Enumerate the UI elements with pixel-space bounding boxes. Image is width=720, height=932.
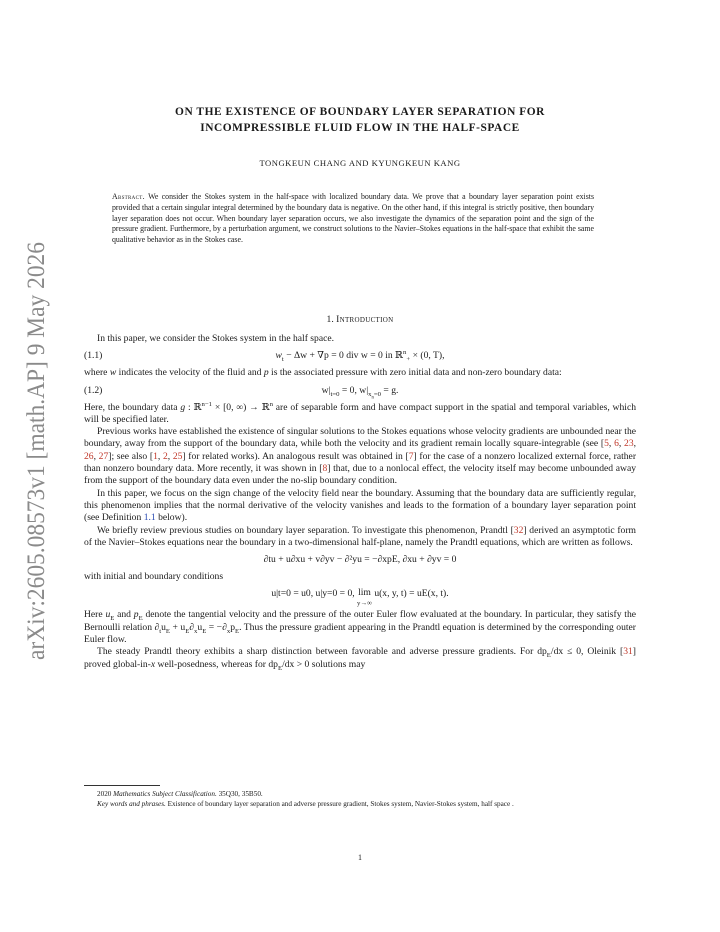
citation-link[interactable]: 8 [322, 463, 328, 475]
footnote-keywords: Key words and phrases. Existence of boundary layer separation and adverse pressure gradient, Stokes system, Navier-Stokes system, half space . [97, 799, 514, 808]
footnote-rule [84, 785, 160, 786]
paragraph: with initial and boundary conditions [84, 571, 224, 583]
citation-link[interactable]: 23 [624, 438, 634, 450]
paragraph: The steady Prandtl theory exhibits a sharp distinction between favorable and adverse pressure gradients. For $dp_E/dx \le 0$, Oleinik [31] proved global-in-x well-posedness, whereas for $dp_E/dx > 0$ solutions may [84, 646, 636, 672]
section-title: Introduction [336, 314, 394, 325]
arxiv-identifier [6, 242, 62, 660]
arxiv-id-text: arXiv:2605.08573v1 [math.AP] 9 May 2026 [23, 242, 50, 660]
abstract [112, 192, 594, 246]
abstract-label: Abstract. [112, 192, 145, 201]
citation-link[interactable]: 25 [172, 450, 183, 462]
prandtl-equation [84, 549, 636, 571]
equation-body: u|t=0 = u0, u|y=0 = 0, lim y→∞ u(x, y, t) = uE(x, t). [271, 587, 449, 608]
section-number: 1. [326, 314, 334, 325]
section-heading [0, 314, 720, 325]
abstract-text: We consider the Stokes system in the half-space with localized boundary data. We prove that a boundary layer separation point exists provided that a certain singular integral determined by the boundary data is negative. On the other hand, if this integral is strictly positive, then boundary layer separation does not occur. When boundary layer separation occurs, we also investigate the dynamics of the separation point and the sign of the pressure gradient. Furthermore, by a perturbation argument, we construct solutions to the Navier–Stokes equations in the half-space that exhibit the same qualitative behavior as in the Stokes case. [112, 192, 595, 245]
citation-link[interactable]: 1 [153, 450, 158, 462]
equation-body: ∂tu + u∂xu + v∂yv − ∂²yu = −∂xpE, ∂xu + ∂yv = 0 [263, 554, 457, 566]
equation-label: (1.1) [84, 350, 103, 362]
title-line-1: ON THE EXISTENCE OF BOUNDARY LAYER SEPARATION FOR [175, 106, 545, 118]
citation-link[interactable]: 26 [84, 450, 94, 462]
title-line-2: INCOMPRESSIBLE FLUID FLOW IN THE HALF-SPACE [200, 122, 520, 134]
paragraph: In this paper, we focus on the sign change of the velocity field near the boundary. Assuming that the boundary data are sufficiently regular, this phenomenon implies that the normal derivative of the velocity vanishes and leads to the formation of a boundary layer separation point (see Definition 1.1 below). [84, 487, 636, 524]
citation-link[interactable]: 32 [513, 524, 524, 536]
paragraph: where w indicates the velocity of the fluid and p is the associated pressure with zero initial data and non-zero boundary data: [84, 367, 562, 379]
citation-link[interactable]: 5 [604, 438, 609, 450]
footnote-msc: 2020 Mathematics Subject Classification. 35Q30, 35B50. [97, 790, 263, 798]
authors: TONGKEUN CHANG AND KYUNGKEUN KANG [259, 158, 461, 168]
paragraph: We briefly review previous studies on boundary layer separation. To investigate this phenomenon, Prandtl [32] derived an asymptotic form of the Navier–Stokes equations near the boundary in a two-dimensional half-plane, namely the Prandtl equations, which are written as follows. [84, 524, 636, 548]
equation-body: $w_t - \Delta w + \nabla p = 0$ div w = 0 in ℝ$^n_+$ × (0, T), [275, 349, 445, 364]
body-text [84, 333, 636, 671]
paragraph: Here $u_E$ and $p_E$ denote the tangential velocity and the pressure of the outer Euler flow evaluated at the boundary. In particular, they satisfy the Bernoulli relation $\partial_tu_E + u_E\partial_xu_E = -\partial_xp_E$. Thus the pressure gradient appearing in the Prandtl equation is determined by the corresponding outer Euler flow. [84, 609, 637, 646]
footnotes [84, 790, 636, 809]
equation-1-1 [84, 345, 636, 367]
paper-title [0, 104, 720, 136]
equation-body: $w|_{t=0} = 0$, $w|_{x_n=0} = g$. [321, 384, 399, 400]
citation-link[interactable]: 27 [98, 450, 109, 462]
equation-label: (1.2) [84, 384, 103, 396]
equation-1-2 [84, 380, 636, 402]
citation-link[interactable]: 31 [623, 646, 633, 658]
citation-link[interactable]: 2 [162, 450, 168, 462]
definition-link[interactable]: 1.1 [143, 512, 156, 524]
boundary-conditions-equation [84, 583, 636, 609]
paragraph: Previous works have established the existence of singular solutions to the Stokes equations whose velocity gradients are unbounded near the boundary, away from the support of the boundary data, while both the velocity and its gradient remain locally square-integrable (see [5, 6, 23, 26, 27]; see also [1, 2, 25] for related works). An analogous result was obtained in [7] for the case of a nonzero localized external force, rather than nonzero boundary data. More recently, it was shown in [8] that, due to a nonlocal effect, the velocity itself may become unbounded away from the support of the boundary data even under the no-slip boundary condition. [84, 426, 637, 487]
citation-link[interactable]: 6 [614, 438, 619, 450]
page-number: 1 [358, 853, 362, 862]
paragraph: In this paper, we consider the Stokes system in the half space. [97, 333, 335, 344]
paragraph: Here, the boundary data g : ℝ$^{n-1}$ × [0, ∞) → ℝ$^n$ are of separable form and have compact support in the spatial and temporal variables, which will be specified later. [84, 400, 637, 425]
citation-link[interactable]: 7 [408, 450, 414, 462]
